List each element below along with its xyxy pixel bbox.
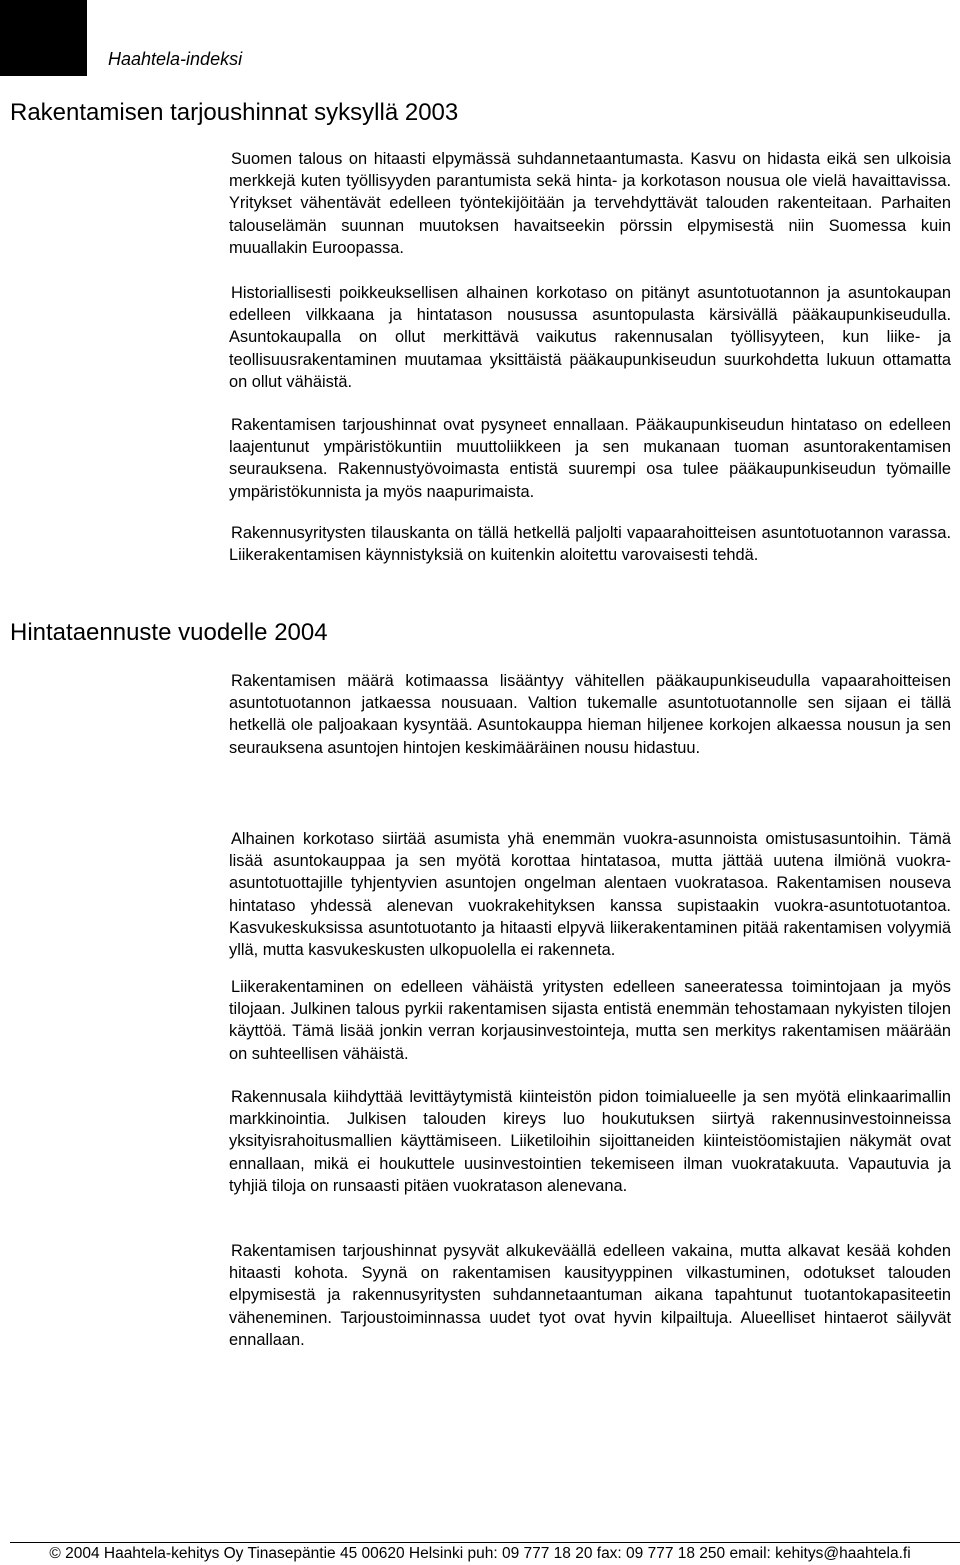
paragraph-interest-rates: Historiallisesti poikkeuksellisen alhainen korkotaso on pitänyt asuntotuotannon ja asuntokaupan edelleen vilkkaana ja hintatason nousussa asuntopulasta kärsivällä pääkaupunkiseudulla. Asuntokaupalla on ollut merkittävä vaikutus rakennusalan työllisyyteen, kun liike- ja teollisuusrakentaminen muutamaa yksittäistä pääkaupunkiseudun suurkohdetta lukuun ottamatta on ollut vähäistä.: [229, 284, 951, 391]
paragraph-price-outlook: Rakentamisen tarjoushinnat pysyvät alkukeväällä edelleen vakaina, mutta alkavat kesää kohden hitaasti kohota. Syynä on rakentamisen kausityyppinen vilkastuminen, odotukset talouden elpymisestä ja rakennusyritysten suhdannetaantuman aikana tapahtunut tuotantokapasiteetin väheneminen. Tarjoustoiminnassa uudet tyot ovat hyvin kilpailtuja. Alueelliset hintaerot säilyvät ennallaan.: [229, 1242, 951, 1349]
logo-block: [0, 0, 87, 76]
paragraph-housing-market: Alhainen korkotaso siirtää asumista yhä enemmän vuokra-asunnoista omistusasuntoihin. Tämä lisää asuntokauppaa ja sen myötä korottaa hintatasoa, mutta jättää uutena ilmiönä vuokra-asuntotuottajille tyhjentyvien asuntojen ongelman alentaen vuokratasoa. Rakentamisen nouseva hintataso yhdessä alenevan vuokrakehityksen kanssa supistaakin vuokra-asuntotuotantoa. Kasvukeskuksissa asuntotuotanto ja hitaasti elpyvä liikerakentaminen pitää rakentamisen volyymiä yllä, mutta kasvukeskusten ulkopuolella ei rakenneta.: [229, 830, 951, 960]
paragraph-lifecycle-model: Rakennusala kiihdyttää levittäytymistä kiinteistön pidon toimialueelle ja sen myötä elinkaarimallin markkinointia. Julkisen talouden kireys luo houkutuksen siirtyä rakennusinvestoinneissa yksityisrahoitusmallien käyttämiseen. Liiketiloihin sijoittaneiden kiinteistöomistajien näkymät ovat ennallaan, mikä ei houkuttele uusinvestointien tekemiseen ilman vuokratakuuta. Vapautuvia ja tyhjiä tiloja on runsaasti pitäen vuokratason alenevana.: [229, 1088, 951, 1195]
paragraph-construction-volume: Rakentamisen määrä kotimaassa lisääntyy vähitellen pääkaupunkiseudulla vapaarahoitteisen asuntotuotannon jatkaessa nousuaan. Valtion tukemalle asuntotuotannolle sen sijaan ei tällä hetkellä ole paljoakaan kysyntää. Asuntokauppa hieman hiljenee korkojen alkaessa nousun ja sen seurauksena asuntojen hintojen keskimääräinen nousu hidastuu.: [229, 672, 951, 757]
paragraph-tender-prices: Rakentamisen tarjoushinnat ovat pysyneet ennallaan. Pääkaupunkiseudun hintataso on edelleen laajentunut ympäristökuntiin muuttoliikkeen ja sen mukanaan tuoman asuntorakentamisen seurauksena. Rakennustyövoimasta entistä suurempi osa tulee pääkaupunkiseudun työmaille ympäristökunnista ja myös naapurimaista.: [229, 416, 951, 501]
paragraph-order-backlog: Rakennusyritysten tilauskanta on tällä hetkellä paljolti vapaarahoitteisen asuntotuotannon varassa. Liikerakentamisen käynnistyksiä on kuitenkin aloitettu varovaisesti tehdä.: [229, 524, 951, 565]
section-title-forecast-2004: Hintataennuste vuodelle 2004: [10, 619, 328, 646]
footer-contact: © 2004 Haahtela-kehitys Oy Tinasepäntie 45 00620 Helsinki puh: 09 777 18 20 fax: 09 777 18 250 email: kehitys@haahtela.fi: [49, 1545, 911, 1562]
footer-divider: [10, 1542, 960, 1543]
header-label: Haahtela-indeksi: [108, 49, 243, 69]
paragraph-economy: Suomen talous on hitaasti elpymässä suhdannetaantumasta. Kasvu on hidasta eikä sen ulkoisia merkkejä kuten työllisyyden parantumista sekä hinta- ja korkotason nousua ole vielä havaittavissa. Yritykset vähentävät edelleen työntekijöitään ja tervehdyttävät talouden rakenteitaan. Parhaiten talouselämän suunnan muutoksen havaitseekin pörssin elpymisestä niin Suomessa kuin muuallakin Euroopassa.: [229, 150, 951, 257]
section-title-autumn-2003: Rakentamisen tarjoushinnat syksyllä 2003: [10, 99, 459, 126]
paragraph-commercial-construction: Liikerakentaminen on edelleen vähäistä yritysten edelleen saneeratessa toimintojaan ja myös tilojaan. Julkinen talous pyrkii rakentamisen sijasta entistä enemmän tehostamaan nykyisten tilojen käyttöä. Tämä lisää jonkin verran korjausinvestointeja, mutta sen merkitys rakentamisen määrään on suhteellisen vähäistä.: [229, 978, 951, 1063]
